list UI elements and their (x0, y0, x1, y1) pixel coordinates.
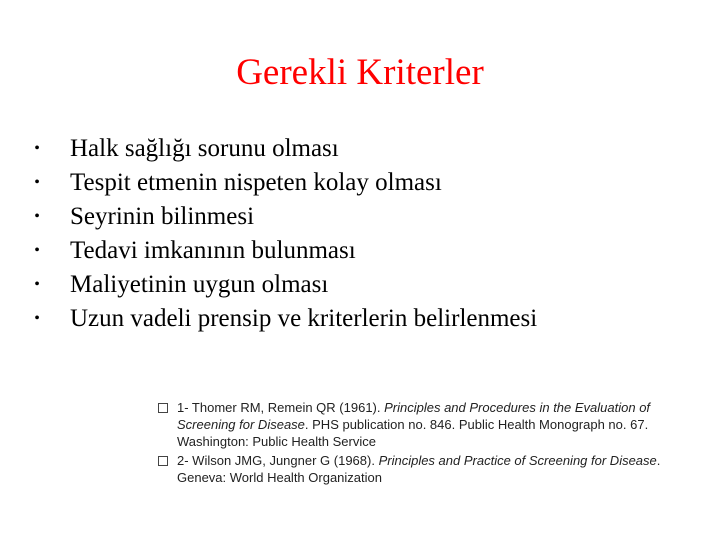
bullet-icon: • (34, 310, 40, 327)
square-bullet-icon (158, 403, 168, 413)
square-bullet-icon (158, 456, 168, 466)
bullet-icon: • (34, 208, 40, 225)
criteria-list (30, 132, 690, 336)
bullet-icon: • (34, 242, 40, 259)
reference-text (177, 399, 692, 450)
reference-item (158, 452, 698, 486)
reference-title: Principles and Practice of Screening for Disease (378, 453, 657, 468)
slide-title: Gerekli Kriterler (236, 52, 484, 93)
list-item (30, 234, 690, 268)
list-item (30, 166, 690, 200)
references-list (158, 399, 698, 488)
bullet-icon: • (34, 140, 40, 157)
reference-item (158, 399, 698, 450)
bullet-icon: • (34, 276, 40, 293)
reference-publisher: . Geneva: World Health Organization (177, 453, 661, 485)
reference-text (177, 452, 692, 486)
reference-publisher: . PHS publication no. 846. Public Health Monograph no. 67. Washington: Public Health Service (177, 417, 649, 449)
list-item-text: Tespit etmenin nispeten kolay olması (70, 169, 442, 196)
list-item-text: Tedavi imkanının bulunması (70, 237, 356, 264)
bullet-icon: • (34, 174, 40, 191)
list-item (30, 132, 690, 166)
reference-title: Principles and Procedures in the Evaluation of Screening for Disease (177, 400, 651, 432)
list-item (30, 268, 690, 302)
list-item-text: Seyrinin bilinmesi (70, 203, 255, 230)
reference-authors: 2- Wilson JMG, Jungner G (1968). (177, 453, 379, 468)
list-item-text: Maliyetinin uygun olması (70, 271, 329, 298)
list-item (30, 302, 690, 336)
list-item (30, 200, 690, 234)
list-item-text: Halk sağlığı sorunu olması (70, 135, 339, 162)
reference-authors: 1- Thomer RM, Remein QR (1961). (177, 400, 385, 415)
list-item-text: Uzun vadeli prensip ve kriterlerin belirlenmesi (70, 305, 538, 332)
